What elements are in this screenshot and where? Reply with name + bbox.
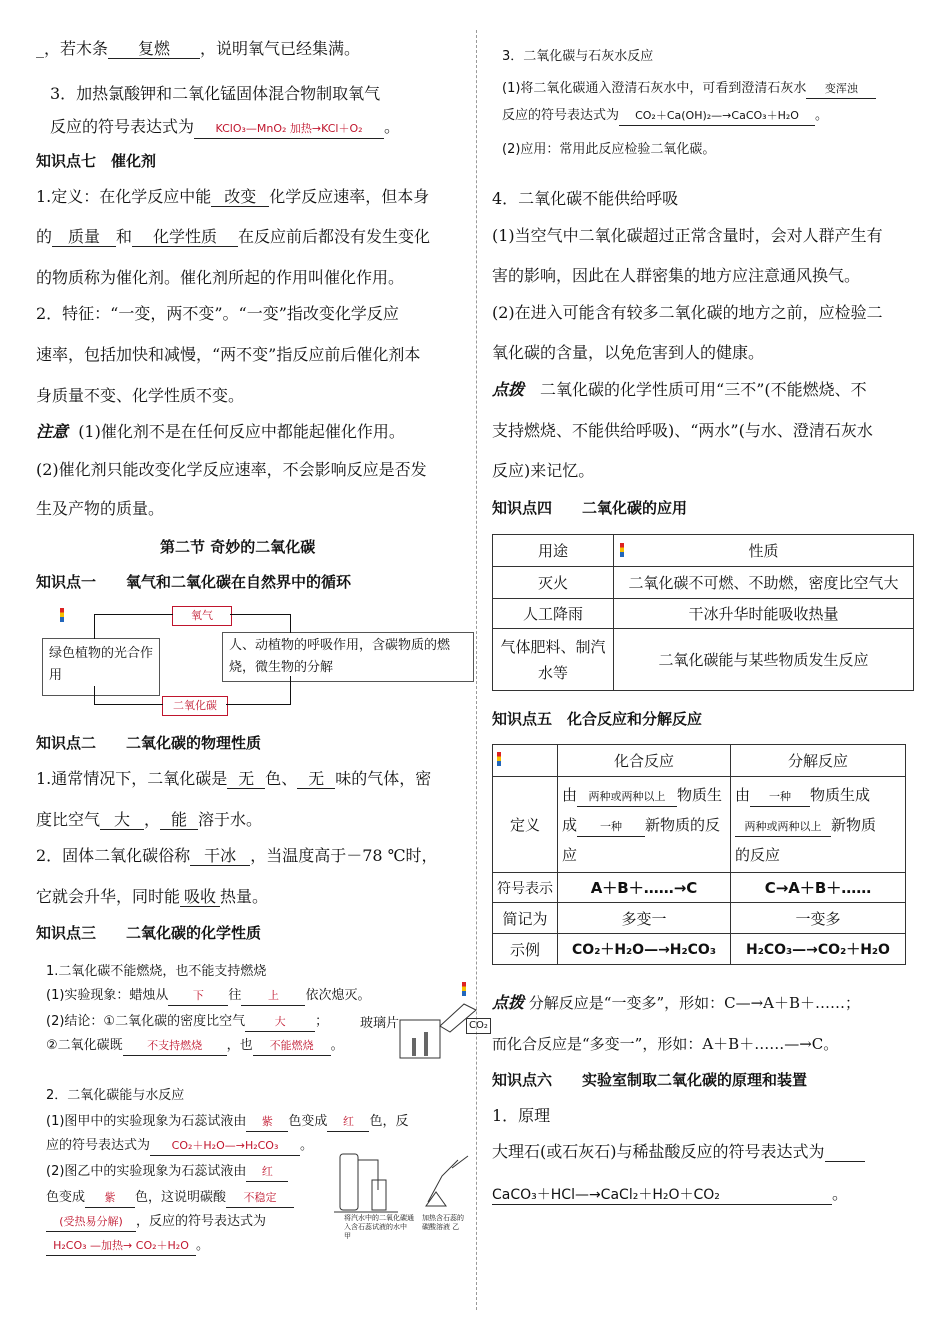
- cycle-plant-box: 绿色植物的光合作用: [42, 638, 160, 696]
- tip2-line-2: 而化合反应是“多变一”，形如：A＋B＋……—→C。: [492, 1035, 839, 1053]
- co2-bottle-label: CO₂: [466, 1018, 491, 1034]
- table-row: 气体肥料、制汽水等 二氧化碳能与某些物质发生反应: [493, 629, 914, 691]
- k2-line-1: 1.通常情况下，二氧化碳是 无 色、 无 味的气体，密: [36, 769, 432, 788]
- tip-line-3: 反应)来记忆。: [492, 461, 595, 480]
- k7-feat-3: 身质量不变、化学性质不变。: [36, 386, 245, 405]
- cycle-co2-tag: 二氧化碳: [162, 696, 228, 716]
- k7-note-1: 注意 (1)催化剂不是在任何反应中都能起催化作用。: [36, 422, 405, 441]
- r4-title: 4．二氧化碳不能供给呼吸: [492, 189, 679, 208]
- section-title: 第二节 奇妙的二氧化碳: [160, 538, 316, 556]
- kclo3-title: 3．加热氯酸钾和二氧化锰固体混合物制取氧气: [50, 84, 381, 103]
- carbon-cycle-diagram: [36, 604, 472, 716]
- table-row: 简记为 多变一 一变多: [493, 903, 906, 934]
- tip-line-2: 支持燃烧、不能供给呼吸)、“两水”(与水、澄清石灰水: [492, 421, 873, 440]
- k4-heading: 知识点四 二氧化碳的应用: [492, 499, 688, 517]
- r3-line-2: 反应的符号表达式为 CO₂＋Ca(OH)₂—→CaCO₃＋H₂O 。: [502, 106, 828, 126]
- k3-experiment-2: 2．二氧化碳能与水反应 (1)图甲中的实验现象为石蕊试液由 紫 色变成 红 色，反 应的符号表达式为 CO₂＋H₂O—→H₂CO₃ 。 (2)图乙中的实验现象为石蕊试液由 红 色变成 紫 色，这说明碳酸 不稳定 (受热易分解) ，反应的符号表达式为 H₂CO₃ —加热→ CO₂＋H₂O 。 将汽水中的二氧化碳通入含石蕊试液的水中 甲 加热含石蕊的碳酸溶液 乙: [46, 1082, 470, 1262]
- table-row: 符号表示 A＋B＋……→C C→A＋B＋……: [493, 873, 906, 903]
- k2-line-4: 它就会升华，同时能 吸收 热量。: [36, 887, 269, 906]
- figure-jia-caption: 将汽水中的二氧化碳通入含石蕊试液的水中 甲: [344, 1214, 414, 1240]
- r3-line-3: (2)应用：常用此反应检验二氧化碳。: [502, 142, 716, 157]
- color-marker-icon: [620, 543, 624, 557]
- kclo3-line: 反应的符号表达式为 KClO₃—MnO₂ 加热→KCl＋O₂ 。: [50, 117, 400, 139]
- arrow-line: [94, 614, 173, 639]
- r3-title: 3．二氧化碳与石灰水反应: [502, 49, 654, 64]
- color-marker-icon: [462, 982, 466, 996]
- arrow-line: [230, 614, 291, 633]
- k7-def-1: 1.定义：在化学反应中能 改变 化学反应速率，但本身: [36, 187, 430, 206]
- k7-def-2: 的 质量 和 化学性质 在反应前后都没有发生变化: [36, 227, 431, 246]
- k2-line-3: 2．固体二氧化碳俗称 干冰 ，当温度高于－78 ℃时，: [36, 846, 438, 865]
- k7-note-3: 生及产物的质量。: [36, 499, 165, 518]
- k3-experiment-1: 1.二氧化碳不能燃烧，也不能支持燃烧 (1)实验现象：蜡烛从 下 往 上 依次熄灭。 (2)结论：①二氧化碳的密度比空气 大 ； ②二氧化碳既 不支持燃烧 ，也 不能燃烧 。 玻璃片 CO₂: [46, 958, 470, 1058]
- soda-bottle-icon: [334, 1150, 404, 1216]
- figure-yi-caption: 加热含石蕊的碳酸溶液 乙: [422, 1214, 464, 1231]
- k2-heading: 知识点二 二氧化碳的物理性质: [36, 734, 262, 752]
- k7-heading: 知识点七 催化剂: [36, 152, 157, 170]
- tip2-line-1: 点拨 分解反应是“一变多”，形如：C—→A＋B＋……；: [492, 993, 861, 1012]
- k6-line-2: 大理石(或石灰石)与稀盐酸反应的符号表达式为: [492, 1142, 865, 1162]
- line-oxygen-full: _，若木条 复燃 ，说明氧气已经集满。: [36, 39, 361, 58]
- k6-heading: 知识点六 实验室制取二氧化碳的原理和装置: [492, 1071, 808, 1089]
- k7-def-3: 的物质称为催化剂。催化剂所起的作用叫催化作用。: [36, 268, 405, 287]
- table-row: 灭火 二氧化碳不可燃、不助燃，密度比空气大: [493, 567, 914, 599]
- r4-line-2: 害的影响，因此在人群密集的地方应注意通风换气。: [492, 266, 861, 285]
- r4-line-1: (1)当空气中二氧化碳超过正常含量时，会对人群产生有: [492, 226, 883, 245]
- arrow-line: [226, 676, 291, 705]
- table-row: 示例 CO₂＋H₂O—→H₂CO₃ H₂CO₃—→CO₂＋H₂O: [493, 934, 906, 965]
- k5-heading: 知识点五 化合反应和分解反应: [492, 710, 703, 728]
- r4-line-3: (2)在进入可能含有较多二氧化碳的地方之前，应检验二: [492, 303, 883, 322]
- k6-line-3: CaCO₃＋HCl—→CaCl₂＋H₂O＋CO₂ 。: [492, 1184, 849, 1203]
- color-marker-icon: [497, 752, 501, 766]
- k7-feat-1: 2．特征：“一变，两不变”。“一变”指改变化学反应: [36, 304, 399, 323]
- cycle-oxygen-tag: 氧气: [172, 606, 232, 626]
- k7-feat-2: 速率，包括加快和减慢，“两不变”指反应前后催化剂本: [36, 345, 421, 364]
- k2-line-2: 度比空气 大 ， 能 溶于水。: [36, 810, 263, 829]
- color-marker-icon: [60, 608, 64, 622]
- column-divider: [476, 30, 477, 1310]
- table-row: 人工降雨 干冰升华时能吸收热量: [493, 599, 914, 629]
- co2-use-table: [492, 534, 914, 691]
- k1-heading: 知识点一 氧气和二氧化碳在自然界中的循环: [36, 573, 352, 591]
- arrow-line: [94, 686, 163, 705]
- k7-note-2: (2)催化剂只能改变化学反应速率，不会影响反应是否发: [36, 460, 427, 479]
- r3-line-1: (1)将二氧化碳通入澄清石灰水中，可看到澄清石灰水 变浑浊: [502, 79, 876, 99]
- tip-line-1: 点拨 二氧化碳的化学性质可用“三不”(不能燃烧、不: [492, 380, 867, 399]
- table-row: 化合反应 分解反应: [493, 745, 906, 777]
- reaction-type-table: [492, 744, 906, 965]
- table-row: 定义 由 两种或两种以上 物质生 成 一种 新物质的反应 由 一种 物质生成 两种或两种以上 新物质 的反应: [493, 777, 906, 873]
- k3-heading: 知识点三 二氧化碳的化学性质: [36, 924, 262, 942]
- r4-line-4: 氧化碳的含量，以免危害到人的健康。: [492, 343, 765, 362]
- glass-plate-label: 玻璃片: [360, 1016, 400, 1031]
- table-row: 用途 性质: [493, 535, 914, 567]
- heating-tube-icon: [422, 1152, 472, 1208]
- cycle-resp-box: 人、动植物的呼吸作用，含碳物质的燃烧，微生物的分解: [222, 632, 474, 682]
- k6-line-1: 1．原理: [492, 1106, 551, 1125]
